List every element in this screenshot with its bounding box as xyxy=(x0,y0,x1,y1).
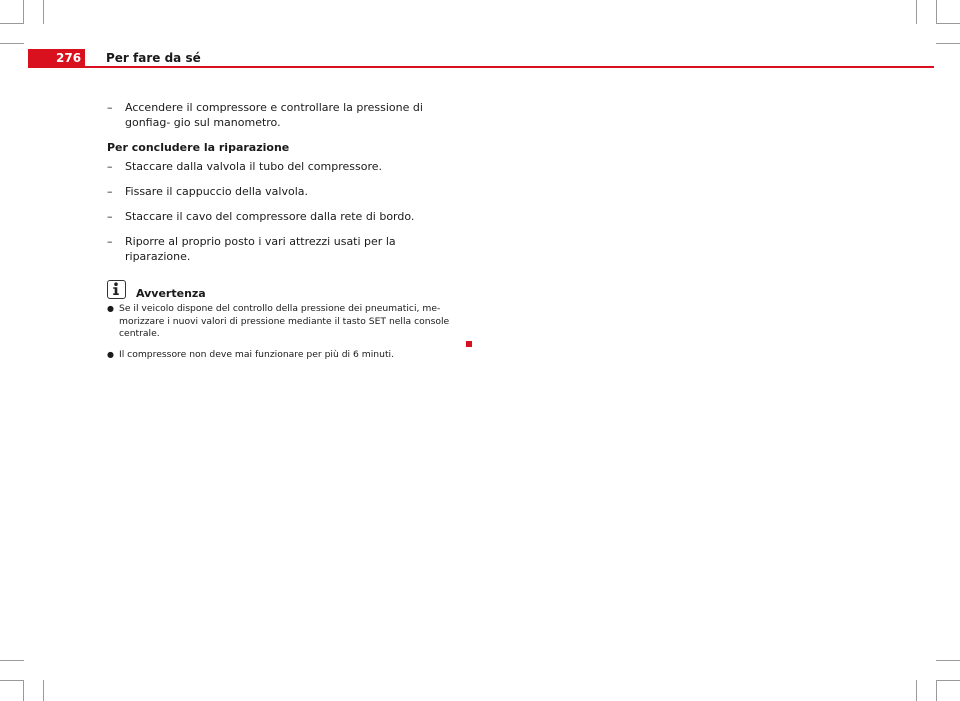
step-text: Riporre al proprio posto i vari attrezzi usati per la riparazione. xyxy=(125,235,396,263)
crop-mark xyxy=(43,680,44,701)
page-number: 276 xyxy=(28,49,85,68)
step-dash: – xyxy=(107,101,113,114)
warning-header xyxy=(107,280,462,299)
crop-mark xyxy=(916,0,917,24)
warning-bullet xyxy=(107,349,462,362)
crop-mark xyxy=(936,23,960,24)
step-text: Fissare il cappuccio della valvola. xyxy=(125,185,308,198)
crop-mark xyxy=(0,680,24,681)
crop-mark xyxy=(936,660,960,661)
warning-title: Avvertenza xyxy=(136,287,206,300)
step-dash: – xyxy=(107,235,113,248)
bullet-dot: ● xyxy=(107,349,114,359)
info-icon xyxy=(107,280,126,299)
crop-mark xyxy=(936,680,960,681)
warning-bullet xyxy=(107,303,462,341)
bullet-dot: ● xyxy=(107,304,114,313)
crop-mark xyxy=(43,0,44,24)
step-text: Staccare il cavo del compressore dalla rete di bordo. xyxy=(125,210,415,223)
step-dash: – xyxy=(107,210,113,223)
step-dash: – xyxy=(107,185,113,198)
crop-mark xyxy=(23,0,24,24)
bullet-text: Il compressore non deve mai funzionare per più di 6 minuti. xyxy=(119,348,395,360)
crop-mark xyxy=(936,680,937,701)
main-content xyxy=(107,100,462,369)
crop-mark xyxy=(23,680,24,701)
step-dash: – xyxy=(107,160,113,173)
step-item xyxy=(107,234,462,264)
page-title: Per fare da sé xyxy=(106,51,201,65)
crop-mark xyxy=(936,43,960,44)
step-item xyxy=(107,100,462,130)
crop-mark xyxy=(0,660,24,661)
crop-mark xyxy=(936,0,937,24)
crop-mark xyxy=(0,23,24,24)
step-text: Accendere il compressore e controllare la pressione di gonfiag- gio sul manometro. xyxy=(125,101,423,129)
bullet-text: Se il veicolo dispone del controllo della pressione dei pneumatici, me- morizzare i nuovi valori di pressione mediante il tasto SET nella console centrale. xyxy=(119,303,450,339)
crop-mark xyxy=(916,680,917,701)
section-heading: Per concludere la riparazione xyxy=(107,141,290,154)
step-item xyxy=(107,209,462,224)
step-item xyxy=(107,184,462,199)
end-of-section-mark xyxy=(466,341,472,347)
step-text: Staccare dalla valvola il tubo del compressore. xyxy=(125,160,382,173)
header-rule xyxy=(28,66,934,68)
step-item xyxy=(107,159,462,174)
crop-mark xyxy=(0,43,24,44)
